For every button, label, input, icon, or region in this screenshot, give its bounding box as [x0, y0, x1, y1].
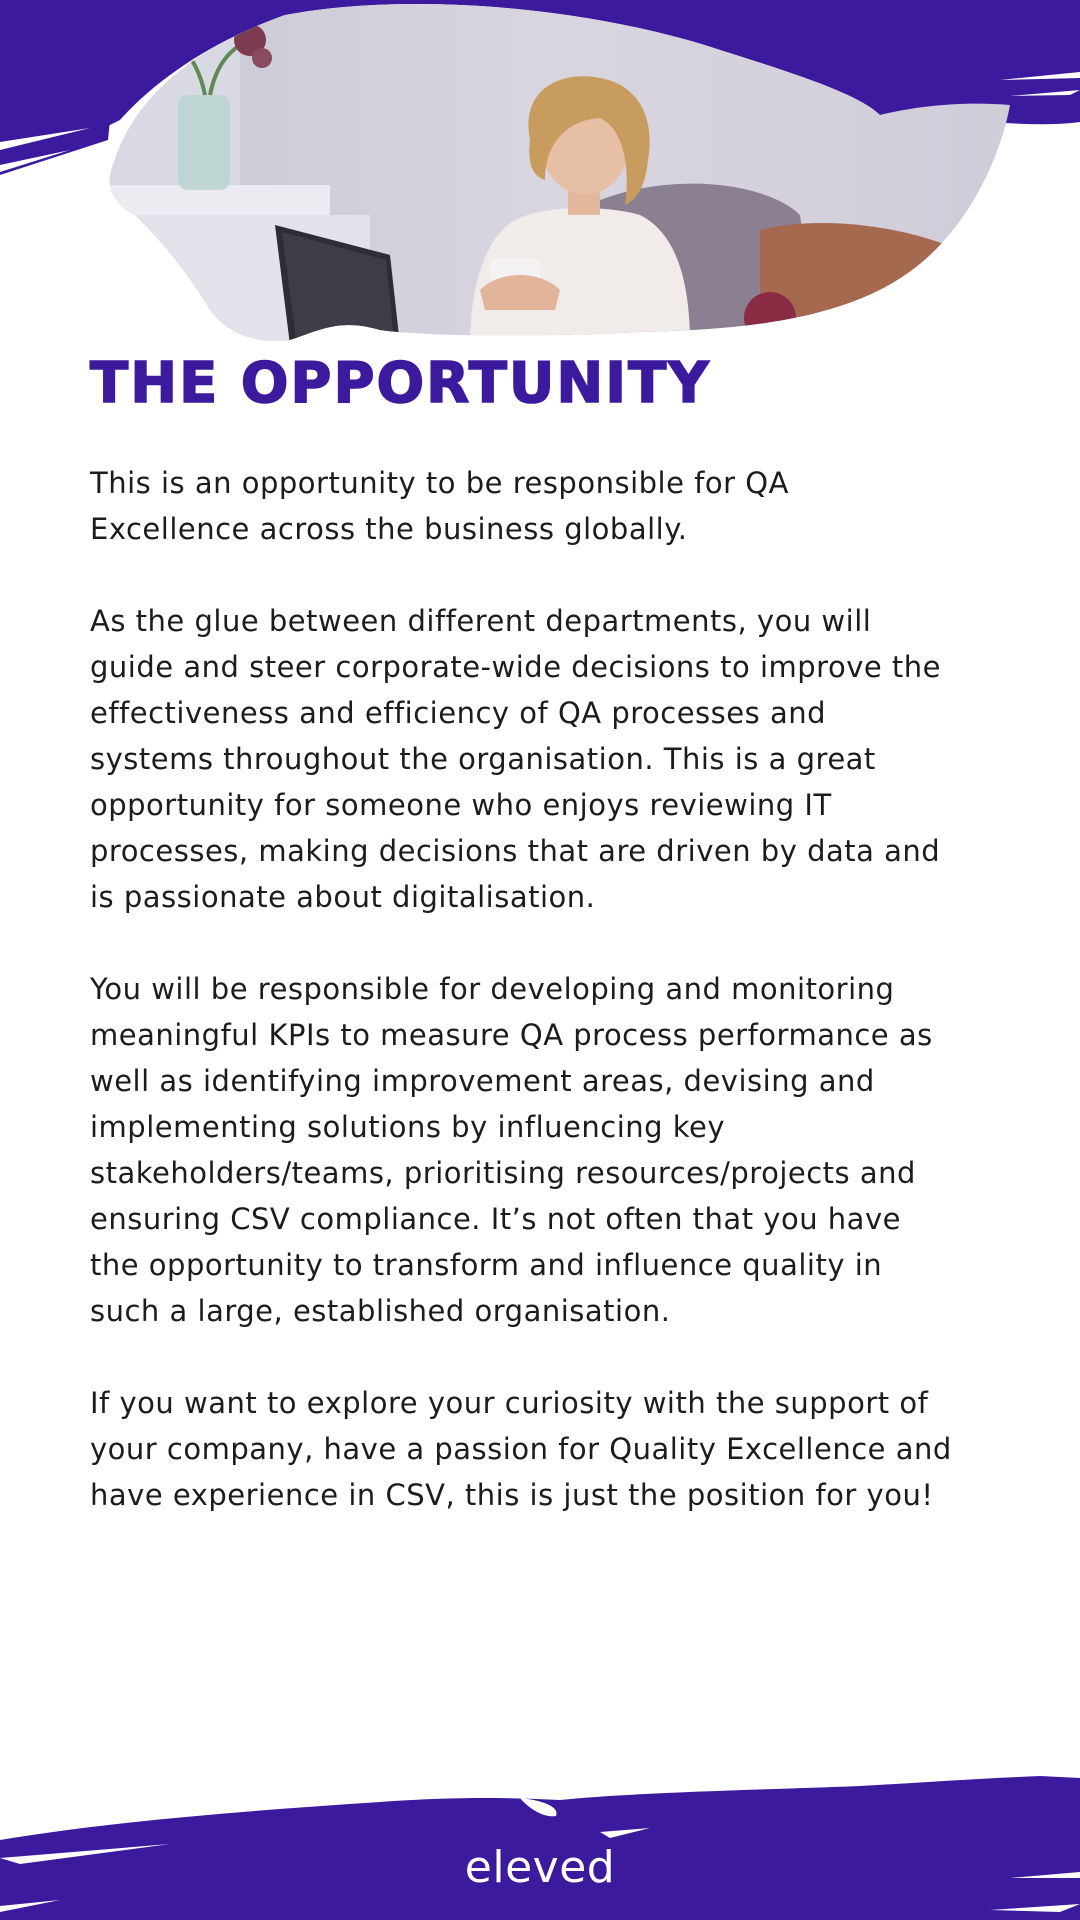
paragraph-call-to-action: If you want to explore your curiosity with the support of your company, have a passion for Quality Excellence and have experience in CSV, this is just the position for you! — [90, 1386, 952, 1512]
eleved-logo: eleved — [464, 1842, 616, 1893]
paragraph-responsibilities: You will be responsible for developing and monitoring meaningful KPIs to measure QA process performance as well as identifying improvement areas, devising and implementing solutions by influencing key stakeholders/teams, prioritising resources/projects and ensuring CSV compliance. It’s not often that you have the opportunity to transform and influence quality in such a large, established organisation. — [90, 972, 933, 1328]
body-copy — [90, 460, 990, 1564]
footer-brush-banner — [0, 1760, 1080, 1920]
section-title: THE OPPORTUNITY — [90, 351, 711, 416]
paragraph-intro: This is an opportunity to be responsible for QA Excellence across the business globally. — [90, 466, 789, 546]
header-brush-banner — [0, 0, 1080, 360]
paragraph-role: As the glue between different departments, you will guide and steer corporate-wide decisions to improve the effectiveness and efficiency of QA processes and systems throughout the organisation. This is a great opportunity for someone who enjoys reviewing IT processes, making decisions that are driven by data and is passionate about digitalisation. — [90, 604, 942, 914]
